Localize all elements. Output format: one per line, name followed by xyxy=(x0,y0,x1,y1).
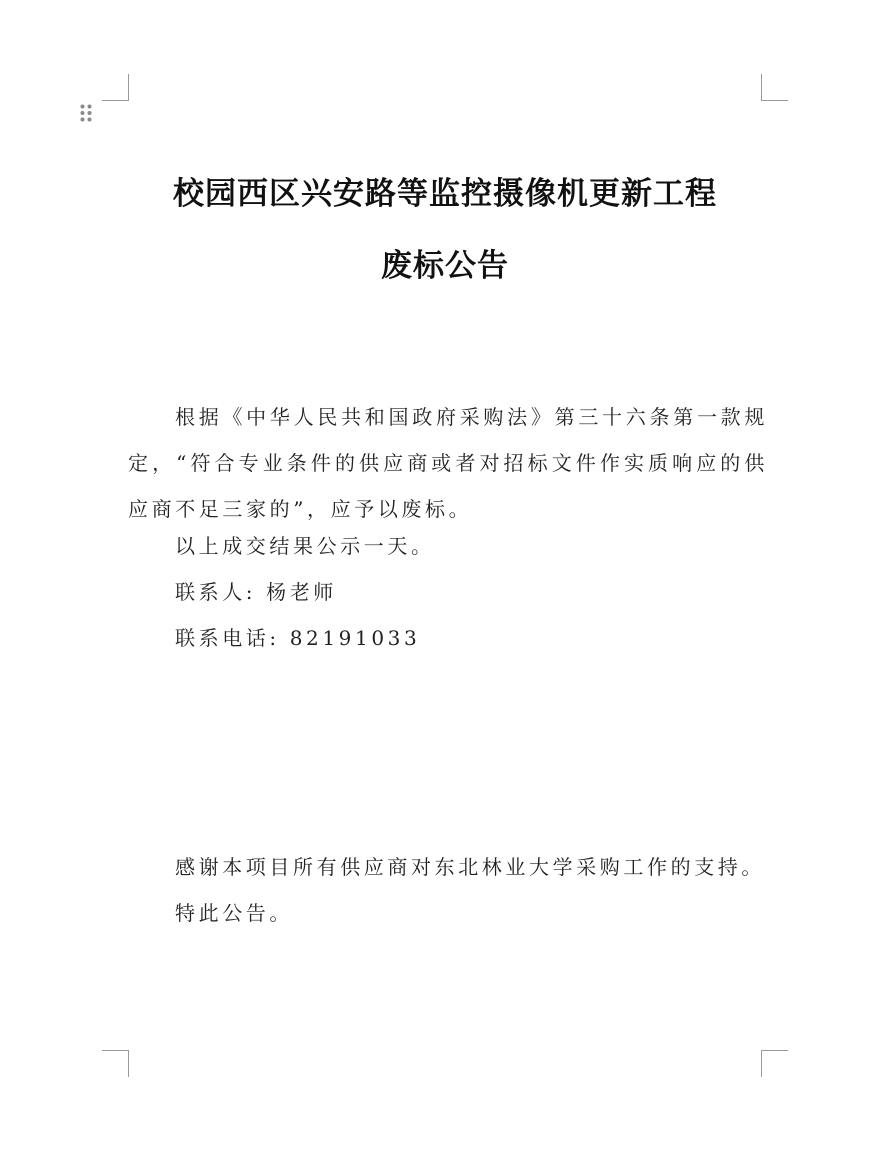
crop-mark-top-right xyxy=(761,74,788,101)
contact-name: 杨老师 xyxy=(266,580,337,604)
contact-line xyxy=(175,577,775,607)
contact-label: 联系人: xyxy=(175,580,267,604)
phone-label: 联系电话: xyxy=(175,626,290,650)
phone-line xyxy=(175,623,775,653)
crop-mark-top-left xyxy=(102,74,129,101)
page-title: 校园西区兴安路等监控摄像机更新工程 xyxy=(173,176,717,212)
result-line: 以上成交结果公示一天。 xyxy=(175,534,435,558)
closing-line: 特此公告。 xyxy=(175,901,293,925)
crop-mark-bottom-left xyxy=(102,1050,129,1077)
crop-mark-bottom-right xyxy=(761,1050,788,1077)
main-paragraph: 根据《中华人民共和国政府采购法》第三十六条第一款规定，“符合专业条件的供应商或者对招标文件作实质响应的供应商不足三家的”，应予以废标。 xyxy=(128,405,768,521)
thanks-line: 感谢本项目所有供应商对东北林业大学采购工作的支持。 xyxy=(175,855,765,879)
phone-number: 82191033 xyxy=(289,626,421,650)
drag-handle-icon[interactable] xyxy=(80,104,92,122)
page-subtitle: 废标公告 xyxy=(381,248,509,284)
